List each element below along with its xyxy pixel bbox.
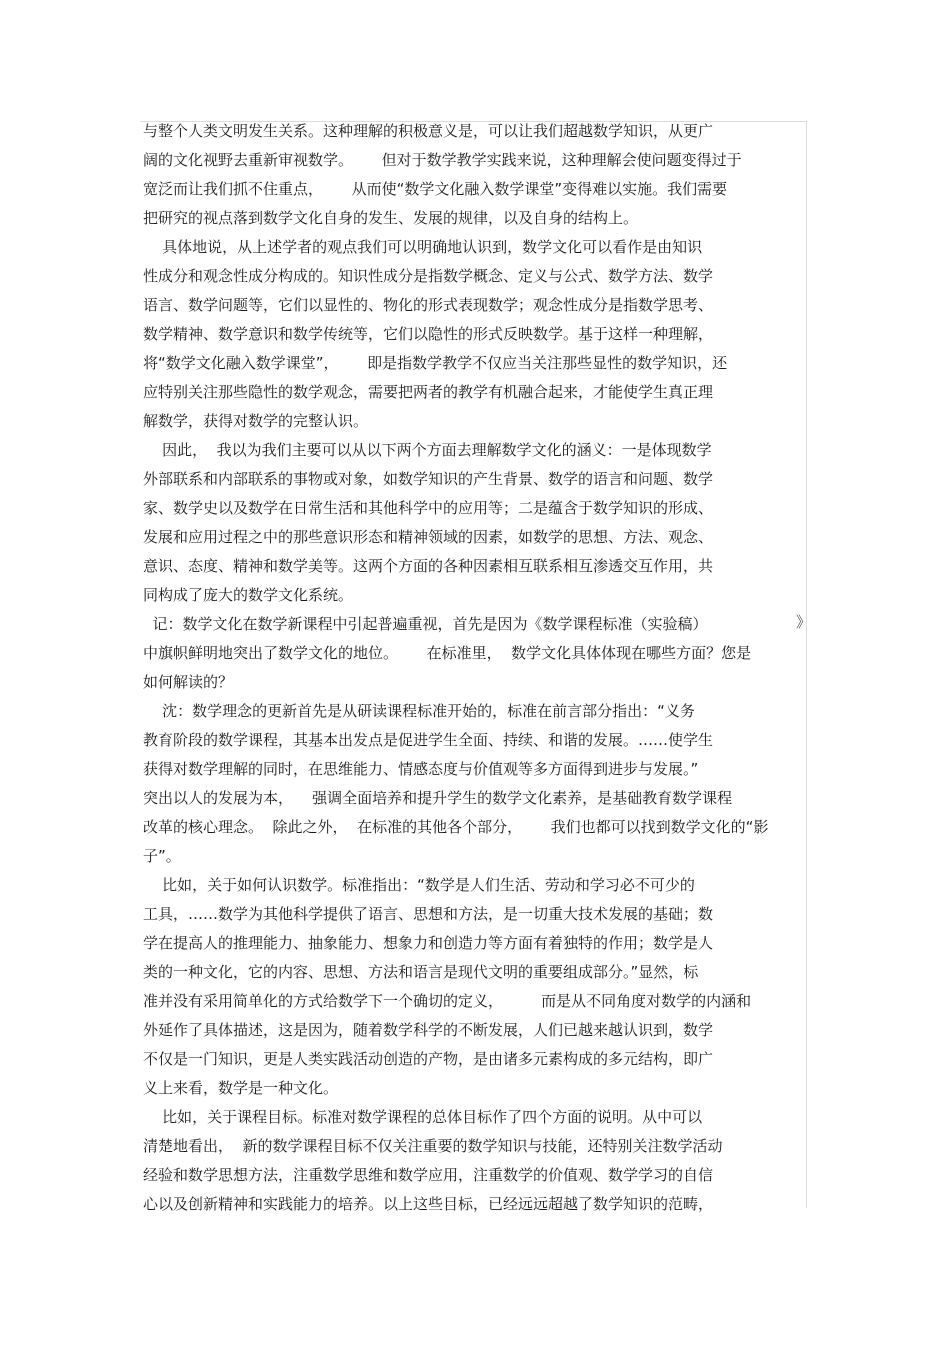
text-line: 因此， 我以为我们主要可以从以下两个方面去理解数学文化的涵义：一是体现数学	[143, 441, 712, 459]
text-line: 准并没有采用简单化的方式给数学下一个确切的定义， 而是从不同角度对数学的内涵和	[143, 992, 752, 1010]
text-line: 性成分和观念性成分构成的。知识性成分是指数学概念、定义与公式、数学方法、数学	[143, 267, 714, 285]
text-line: 工具，……数学为其他科学提供了语言、思想和方法，是一切重大技术发展的基础；数	[143, 905, 714, 923]
page-border-right	[806, 121, 807, 1208]
text-line: 义上来看，数学是一种文化。	[143, 1079, 339, 1097]
text-line: 与整个人类文明发生关系。这种理解的积极意义是，可以让我们超越数学知识，从更广	[143, 122, 714, 140]
text-line: 突出以人的发展为本， 强调全面培养和提升学生的数学文化素养，是基础教育数学课程	[143, 789, 733, 807]
text-line: 将“数学文化融入数学课堂”， 即是指数学教学不仅应当关注那些显性的数学知识，还	[143, 354, 728, 372]
text-line: 子”。	[143, 847, 181, 865]
text-line: 具体地说，从上述学者的观点我们可以明确地认识到，数学文化可以看作是由知识	[143, 238, 703, 256]
text-line: 解数学，获得对数学的完整认识。	[143, 412, 369, 430]
text-line: 教育阶段的数学课程，其基本出发点是促进学生全面、持续、和谐的发展。……使学生	[143, 731, 714, 749]
text-line: 家、数学史以及数学在日常生活和其他科学中的应用等；二是蕴含于数学知识的形成、	[143, 499, 714, 517]
text-line: 语言、数学问题等，它们以显性的、物化的形式表现数学；观念性成分是指数学思考、	[143, 296, 714, 314]
text-line: 学在提高人的推理能力、抽象能力、想象力和创造力等方面有着独特的作用；数学是人	[143, 934, 714, 952]
text-line: 意识、态度、精神和数学美等。这两个方面的各种因素相互联系相互渗透交互作用，共	[143, 557, 714, 575]
text-line: 经验和数学思想方法，注重数学思维和数学应用，注重数学的价值观、数学学习的自信	[143, 1166, 714, 1184]
text-line: 类的一种文化，它的内容、思想、方法和语言是现代文明的重要组成部分。”显然，标	[143, 963, 699, 981]
text-line: 外延作了具体描述，这是因为，随着数学科学的不断发展，人们已越来越认识到，数学	[143, 1021, 714, 1039]
text-line: 记：数学文化在数学新课程中引起普遍重视，首先是因为《数学课程标准（实验稿）	[143, 615, 708, 633]
text-line: 获得对数学理解的同时，在思维能力、情感态度与价值观等多方面得到进步与发展。”	[143, 760, 699, 778]
text-line: 数学精神、数学意识和数学传统等，它们以隐性的形式反映数学。基于这样一种理解，	[143, 325, 714, 343]
text-line: 外部联系和内部联系的事物或对象，如数学知识的产生背景、数学的语言和问题、数学	[143, 470, 714, 488]
text-line: 如何解读的？	[143, 673, 234, 691]
text-line: 沈：数学理念的更新首先是从研读课程标准开始的，标准在前言部分指出：“义务	[143, 702, 695, 720]
text-line: 中旗帜鲜明地突出了数学文化的地位。 在标准里， 数学文化具体体现在哪些方面？您是	[143, 644, 752, 662]
text-line: 阔的文化视野去重新审视数学。 但对于数学教学实践来说，这种理解会使问题变得过于	[143, 151, 742, 169]
text-line: 清楚地看出， 新的数学课程目标不仅关注重要的数学知识与技能，还特别关注数学活动	[143, 1137, 723, 1155]
text-line: 比如，关于如何认识数学。标准指出：“数学是人们生活、劳动和学习必不可少的	[143, 876, 695, 894]
text-line: 不仅是一门知识，更是人类实践活动创造的产物，是由诸多元素构成的多元结构，即广	[143, 1050, 714, 1068]
text-line: 比如，关于课程目标。标准对数学课程的总体目标作了四个方面的说明。从中可以	[143, 1108, 703, 1126]
text-line: 把研究的视点落到数学文化自身的发生、发展的规律，以及自身的结构上。	[143, 209, 639, 227]
text-line: 改革的核心理念。 除此之外， 在标准的其他各个部分， 我们也都可以找到数学文化的“影	[143, 818, 769, 836]
text-line: 同构成了庞大的数学文化系统。	[143, 586, 354, 604]
text-line: 心以及创新精神和实践能力的培养。以上这些目标，已经远远超越了数学知识的范畴，	[143, 1195, 714, 1213]
text-line: 发展和应用过程之中的那些意识形态和精神领域的因素，如数学的思想、方法、观念、	[143, 528, 714, 546]
text-line: 宽泛而让我们抓不住重点， 从而使“数学文化融入数学课堂”变得难以实施。我们需要	[143, 180, 728, 198]
text-line: 应特别关注那些隐性的数学观念，需要把两者的教学有机融合起来，才能使学生真正理	[143, 383, 714, 401]
closing-bracket: 》	[796, 613, 812, 631]
